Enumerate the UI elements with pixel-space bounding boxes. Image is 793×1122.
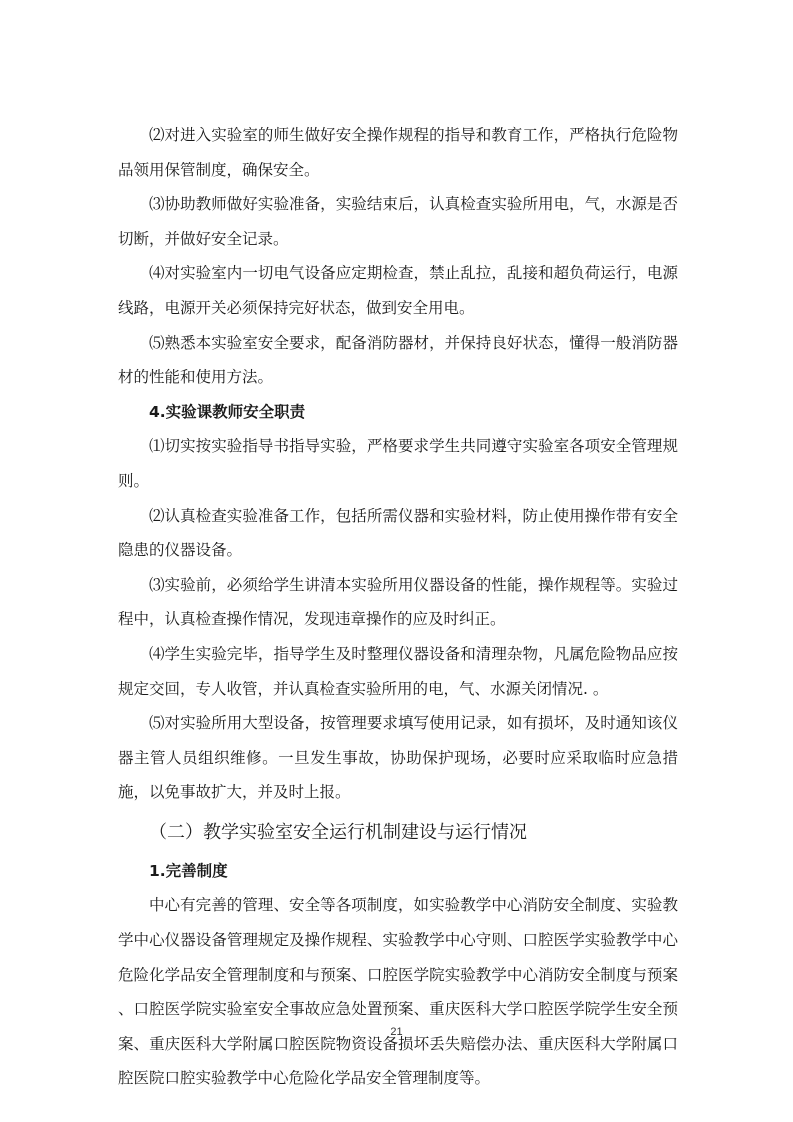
duty-item-2: ⑵认真检查实验准备工作，包括所需仪器和实验材料，防止使用操作带有安全隐患的仪器设备。 — [118, 506, 678, 560]
duty-item-1: ⑴切实按实验指导书指导实验，严格要求学生共同遵守实验室各项安全管理规则。 — [118, 437, 678, 490]
heading-improve-system: 1.完善制度 — [149, 861, 228, 880]
duty-item-4: ⑷学生实验完毕，指导学生及时整理仪器设备和清理杂物，凡属危险物品应按规定交回，专人收管，并认真检查实验所用的电，气、水源关闭情况. 。 — [118, 644, 678, 698]
section-title: （二）教学实验室安全运行机制建设与运行情况 — [149, 821, 527, 843]
paragraph-item-3: ⑶协助教师做好实验准备，实验结束后，认真检查实验所用电，气，水源是否切断，并做好安全记录。 — [118, 195, 678, 248]
paragraph-item-5: ⑸熟悉本实验室安全要求，配备消防器材，并保持良好状态，懂得一般消防器材的性能和使用方法。 — [118, 333, 678, 387]
paragraph-item-4: ⑷对实验室内一切电气设备应定期检查，禁止乱拉，乱接和超负荷运行，电源线路，电源开关必须保持完好状态，做到安全用电。 — [118, 264, 678, 317]
page-content — [118, 118, 678, 1096]
paragraph-item-2: ⑵对进入实验室的师生做好安全操作规程的指导和教育工作，严格执行危险物品领用保管制度，确保安全。 — [118, 126, 678, 179]
final-paragraph: 中心有完善的管理、安全等各项制度，如实验教学中心消防安全制度、实验教学中心仪器设备管理规定及操作规程、实验教学中心守则、口腔医学实验教学中心危险化学品安全管理制度和与预案、口腔医学院实验教学中心消防安全制度与预案 、口腔医学院实验室安全事故应急处置预案、重庆医科大学口腔医学院学生安全预案、重庆医科大学附属口腔医院物资设备损坏丢失赔偿办法、重庆医科大学附属口腔医院口腔实验教学中心危险化学品安全管理制度等。 — [118, 896, 678, 1088]
page-number: 21 — [390, 1026, 403, 1038]
heading-teacher-duties: 4.实验课教师安全职责 — [149, 402, 306, 421]
duty-item-5: ⑸对实验所用大型设备，按管理要求填写使用记录，如有损坏，及时通知该仪器主管人员组织维修。一旦发生事故，协助保护现场，必要时应采取临时应急措施，以免事故扩大，并及时上报。 — [118, 714, 678, 802]
duty-item-3: ⑶实验前，必须给学生讲清本实验所用仪器设备的性能，操作规程等。实验过程中，认真检查操作情况，发现违章操作的应及时纠正。 — [118, 575, 678, 629]
